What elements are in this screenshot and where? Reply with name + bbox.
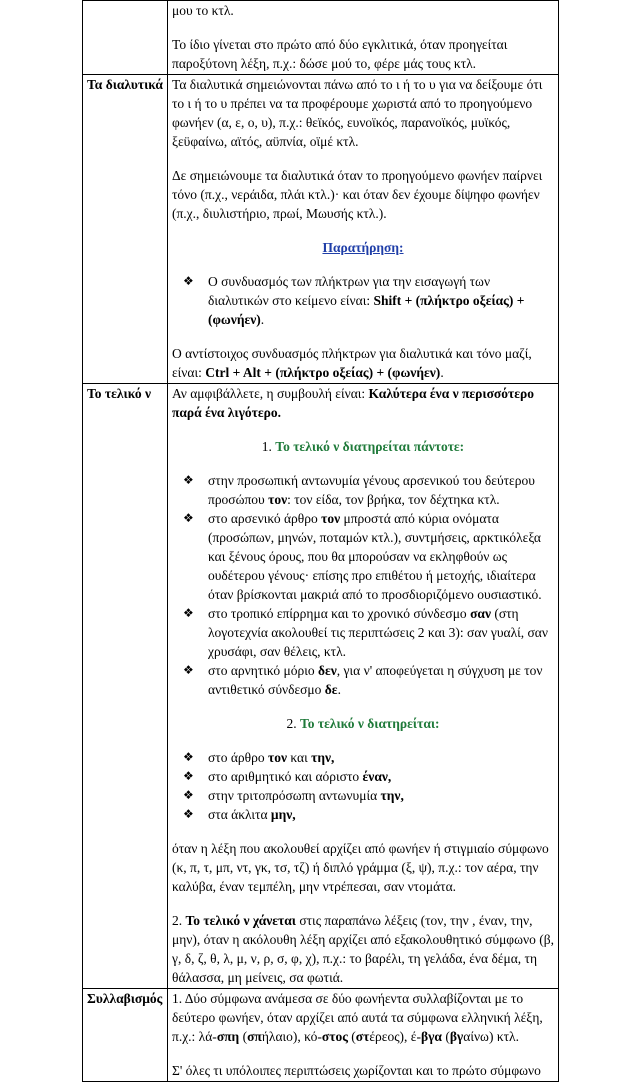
- table-body: [83, 1, 559, 1082]
- list-item: [208, 786, 554, 805]
- spacer: [172, 1046, 554, 1061]
- row-label: Συλλαβισμός: [83, 989, 168, 1082]
- text-run: 2.: [286, 716, 300, 731]
- list-item: [208, 509, 554, 604]
- paragraph: [172, 839, 554, 896]
- bold-text: δεν: [317, 663, 337, 678]
- bold-text: στος: [321, 1029, 348, 1044]
- bullet-list: [172, 748, 554, 824]
- spacer: [172, 422, 554, 437]
- paragraph: [172, 1, 554, 20]
- bold-text: σαν: [470, 606, 491, 621]
- bold-text: την,: [311, 750, 335, 765]
- bold-text: σπη: [216, 1029, 240, 1044]
- text-run: στο αρσενικό άρθρο: [208, 511, 322, 526]
- row-content: [168, 1, 559, 75]
- text-run: στο τροπικό επίρρημα και το χρονικό σύνδεσμο: [208, 606, 471, 621]
- paragraph: [172, 75, 554, 151]
- text-run: στα άκλιτα: [208, 807, 271, 822]
- spacer: [172, 896, 554, 911]
- spacer: [172, 223, 554, 238]
- text-run: Το τελικό ν διατηρείται πάντοτε:: [275, 439, 465, 454]
- text-run: Δε σημειώνουμε τα διαλυτικά όταν το προηγούμενο φωνήεν παίρνει τόνο (π.χ., νεράιδα, πλάι κτλ.)· και όταν δεν έχουμε δίψηφο φωνήεν (π.χ., διυλιστήριο, πρωί, Μωυσής κτλ.).: [172, 168, 543, 221]
- row-label: [83, 1, 168, 75]
- text-run: Παρατήρηση:: [322, 240, 404, 255]
- text-run: 1. Δύο σύμφωνα ανάμεσα σε δύο φωνήεντα συλλαβίζονται με το δεύτερο φωνήεν, όταν αρχίζει από αυτά τα σύμφωνα ελληνική λέξη, π.χ.: λά-: [172, 991, 543, 1044]
- text-run: .: [440, 365, 444, 380]
- text-run: .: [337, 682, 341, 697]
- row-label: Το τελικό ν: [83, 384, 168, 989]
- text-run: ήλαιο), κό-: [261, 1029, 322, 1044]
- bold-text: σπ: [247, 1029, 262, 1044]
- text-run: (: [347, 1029, 356, 1044]
- bullet-list: [172, 471, 554, 699]
- text-run: Τα διαλυτικά σημειώνονται πάνω από το ι ή το υ για να δείξουμε ότι το ι ή το υ πρέπει να τα προφέρουμε χωριστά από το προηγούμενο φωνήεν (α, ε, ο, υ), π.χ.: θεϊκός, ευνοϊκός, παρανοϊκός, μυϊκός, ξεϋφαίνω, αϊτός, αϋπνία, οϊμέ κτλ.: [172, 77, 543, 149]
- text-run: μπροστά από κύρια ονόματα (προσώπων, μηνών, ποταμών κτλ.), συντμήσεις, αρκτικόλεξα και ξένους όρους, που θα μπορούσαν να εκληφθούν ως ουδέτερου γένους· επίσης προ επιθέτου ή μετοχής, ιδιαίτερα όταν βρίσκονται μακριά από το προσδιοριζόμενο ουσιαστικό.: [208, 511, 542, 602]
- text-run: στις παραπάνω λέξεις (τον, την , έναν, την, μην), όταν η ακόλουθη λέξη αρχίζει από εξακολουθητικό σύμφωνο (β, γ, δ, ζ, θ, λ, μ, ν, ρ, σ, φ, χ), π.χ.: το βαρέλι, τη γελάδα, ένα δέμα, τη θάλασσα, μη μείνεις, σα φωτιά.: [172, 913, 554, 985]
- text-run: (: [239, 1029, 248, 1044]
- spacer: [172, 456, 554, 471]
- spacer: [172, 733, 554, 748]
- text-run: Αν αμφιβάλλετε, η συμβουλή είναι:: [172, 386, 369, 401]
- list-item: [208, 805, 554, 824]
- bold-text: τον: [268, 492, 288, 507]
- text-run: και: [286, 750, 312, 765]
- paragraph: [172, 911, 554, 987]
- bold-text: Καλύτερα ένα ν περισσότερο παρά ένα λιγότερο.: [172, 386, 534, 420]
- bold-text: την,: [380, 788, 404, 803]
- paragraph: [172, 35, 554, 73]
- text-run: Το ίδιο γίνεται στο πρώτο από δύο εγκλιτικά, όταν προηγείται παροξύτονη λέξη, π.χ.: δώσε μού το, φέρε μάς τους κτλ.: [172, 37, 508, 71]
- text-run: όταν η λέξη που ακολουθεί αρχίζει από φωνήεν ή στιγμιαίο σύμφωνο (κ, π, τ, μπ, ντ, γκ, τσ, τζ) ή διπλό γράμμα (ξ, ψ), π.χ.: τον αέρα, την καλύβα, έναν τεμπέλη, μην ντρέπεσαι, σαν ντομάτα.: [172, 841, 549, 894]
- text-run: Σ' όλες τι υπόλοιπες περιπτώσεις χωρίζονται και το πρώτο σύμφωνο: [172, 1063, 541, 1078]
- list-item: [208, 604, 554, 661]
- row-label: Τα διαλυτικά: [83, 75, 168, 384]
- text-run: 2.: [172, 913, 186, 928]
- list-item: [208, 748, 554, 767]
- table-row: [83, 75, 559, 384]
- paragraph: [172, 344, 554, 382]
- text-run: στην προσωπική αντωνυμία γένους αρσενικού του δεύτερου προσώπου: [208, 473, 535, 507]
- text-run: στο αριθμητικό και αόριστο: [208, 769, 363, 784]
- bold-text: βγα: [420, 1029, 442, 1044]
- spacer: [172, 20, 554, 35]
- text-run: στο άρθρο: [208, 750, 268, 765]
- bold-text: έναν,: [362, 769, 392, 784]
- table-row: [83, 384, 559, 989]
- bold-text: τον: [321, 511, 341, 526]
- row-content: [168, 75, 559, 384]
- paragraph: [172, 384, 554, 422]
- spacer: [172, 699, 554, 714]
- text-run: (: [441, 1029, 450, 1044]
- table-row: [83, 1, 559, 75]
- spacer: [172, 824, 554, 839]
- text-run: Ο αντίστοιχος συνδυασμός πλήκτρων για διαλυτικά και τόνο μαζί, είναι:: [172, 346, 532, 380]
- list-item: [208, 272, 554, 329]
- bold-text: Ctrl + Alt + (πλήκτρο οξείας) + (φωνήεν): [205, 365, 441, 380]
- list-item: [208, 767, 554, 786]
- bold-text: μην,: [270, 807, 296, 822]
- table-row: [83, 989, 559, 1082]
- text-run: : τον είδα, τον βρήκα, τον δέχτηκα κτλ.: [287, 492, 500, 507]
- content-table: [82, 0, 559, 1082]
- text-run: Ο συνδυασμός των πλήκτρων για την εισαγωγή των διαλυτικών στο κείμενο είναι:: [208, 274, 491, 308]
- section-heading: [172, 437, 554, 456]
- paragraph: [172, 166, 554, 223]
- text-run: μου το κτλ.: [172, 3, 234, 18]
- list-item: [208, 661, 554, 699]
- text-run: Το τελικό ν διατηρείται:: [299, 716, 440, 731]
- text-run: έρεος), έ-: [369, 1029, 421, 1044]
- spacer: [172, 257, 554, 272]
- list-item: [208, 471, 554, 509]
- text-run: στην τριτοπρόσωπη αντωνυμία: [208, 788, 381, 803]
- bold-text: δε: [324, 682, 338, 697]
- bold-text: βγ: [449, 1029, 464, 1044]
- section-heading: [172, 714, 554, 733]
- spacer: [172, 151, 554, 166]
- paragraph: [172, 989, 554, 1046]
- paragraph: [172, 1061, 554, 1080]
- bold-text: στ: [355, 1029, 370, 1044]
- spacer: [172, 329, 554, 344]
- bullet-list: [172, 272, 554, 329]
- row-content: [168, 384, 559, 989]
- text-run: 1.: [261, 439, 276, 454]
- section-heading: [172, 238, 554, 257]
- text-run: .: [260, 312, 265, 327]
- bold-text: τον: [267, 750, 287, 765]
- text-run: , για ν' αποφεύγεται η σύγχυση με τον αντιθετικό σύνδεσμο: [208, 663, 543, 697]
- bold-text: Shift + (πλήκτρο οξείας) + (φωνήεν): [208, 293, 525, 327]
- text-run: στο αρνητικό μόριο: [208, 663, 318, 678]
- row-content: [168, 989, 559, 1082]
- text-run: αίνω) κτλ.: [463, 1029, 519, 1044]
- text-run: (στη λογοτεχνία ακολουθεί τις περιπτώσεις 2 και 3): σαν γυαλί, σαν χρυσάφι, σαν θέλεις, κτλ.: [208, 606, 548, 659]
- bold-text: Το τελικό ν χάνεται: [185, 913, 296, 928]
